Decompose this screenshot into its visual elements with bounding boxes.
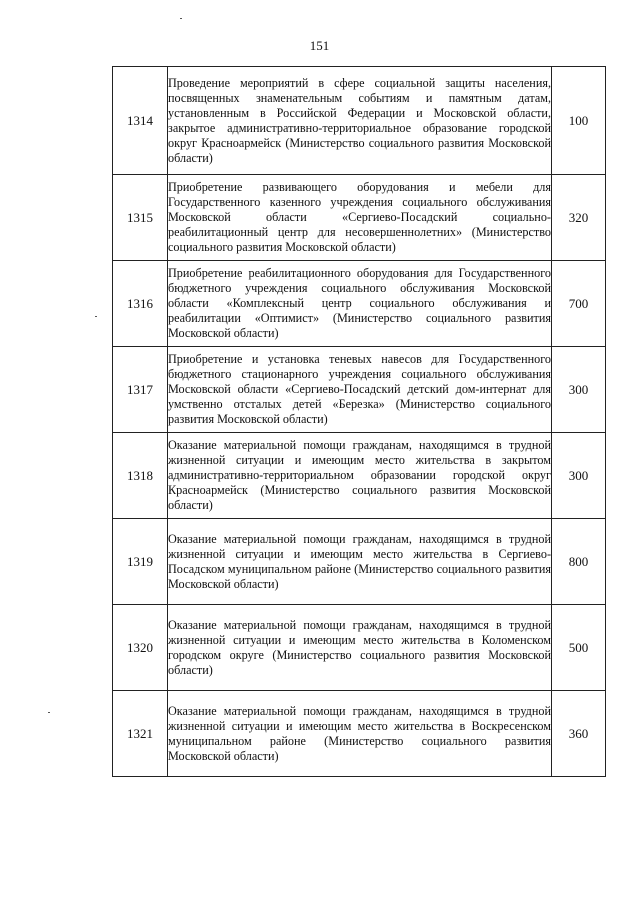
row-number: 1319 xyxy=(113,519,168,605)
row-number: 1318 xyxy=(113,433,168,519)
row-description: Проведение мероприятий в сфере социальной защиты населения, посвященных знаменательным событиям и памятным датам, установленным в Российской Федерации и Московской области, закрытое административно-территориальное образование городской округ Красноармейск (Министерство социального развития Московской области) xyxy=(168,67,552,175)
row-number: 1315 xyxy=(113,175,168,261)
scan-speck xyxy=(48,712,50,713)
row-description: Приобретение и установка теневых навесов для Государственного бюджетного стационарного учреждения социального обслуживания Московской области «Сергиево-Посадский детский дом-интернат для умственно отсталых детей «Березка» (Министерство социального развития Московской области) xyxy=(168,347,552,433)
row-amount: 700 xyxy=(552,261,606,347)
scan-speck xyxy=(180,18,182,19)
table-row xyxy=(113,605,606,691)
row-description: Приобретение реабилитационного оборудования для Государственного бюджетного учреждения социального обслуживания Московской области «Комплексный центр социального обслуживания и реабилитации «Оптимист» (Министерство социального развития Московской области) xyxy=(168,261,552,347)
row-number: 1321 xyxy=(113,691,168,777)
row-amount: 800 xyxy=(552,519,606,605)
table-row xyxy=(113,67,606,175)
table-row xyxy=(113,691,606,777)
row-description: Приобретение развивающего оборудования и мебели для Государственного казенного учреждения социального обслуживания Московской области «Сергиево-Посадский социально-реабилитационный центр для несовершеннолетних» (Министерство социального развития Московской области) xyxy=(168,175,552,261)
row-description: Оказание материальной помощи гражданам, находящимся в трудной жизненной ситуации и имеющим место жительства в закрытом административно-территориальном образовании городской округ Красноармейск (Министерство социального развития Московской области) xyxy=(168,433,552,519)
row-number: 1320 xyxy=(113,605,168,691)
scan-speck xyxy=(95,316,97,317)
allocation-table xyxy=(112,66,606,777)
row-amount: 360 xyxy=(552,691,606,777)
row-number: 1316 xyxy=(113,261,168,347)
row-number: 1314 xyxy=(113,67,168,175)
row-number: 1317 xyxy=(113,347,168,433)
table-row xyxy=(113,433,606,519)
row-amount: 300 xyxy=(552,347,606,433)
table-row xyxy=(113,519,606,605)
table-row xyxy=(113,347,606,433)
page-number: 151 xyxy=(309,38,330,53)
row-amount: 100 xyxy=(552,67,606,175)
row-amount: 500 xyxy=(552,605,606,691)
row-amount: 320 xyxy=(552,175,606,261)
row-amount: 300 xyxy=(552,433,606,519)
row-description: Оказание материальной помощи гражданам, находящимся в трудной жизненной ситуации и имеющим место жительства в Коломенском городском округе (Министерство социального развития Московской области) xyxy=(168,605,552,691)
row-description: Оказание материальной помощи гражданам, находящимся в трудной жизненной ситуации и имеющим место жительства в Сергиево-Посадском муниципальном районе (Министерство социального развития Московской области) xyxy=(168,519,552,605)
table-row xyxy=(113,175,606,261)
table-row xyxy=(113,261,606,347)
row-description: Оказание материальной помощи гражданам, находящимся в трудной жизненной ситуации и имеющим место жительства в Воскресенском муниципальном районе (Министерство социального развития Московской области) xyxy=(168,691,552,777)
